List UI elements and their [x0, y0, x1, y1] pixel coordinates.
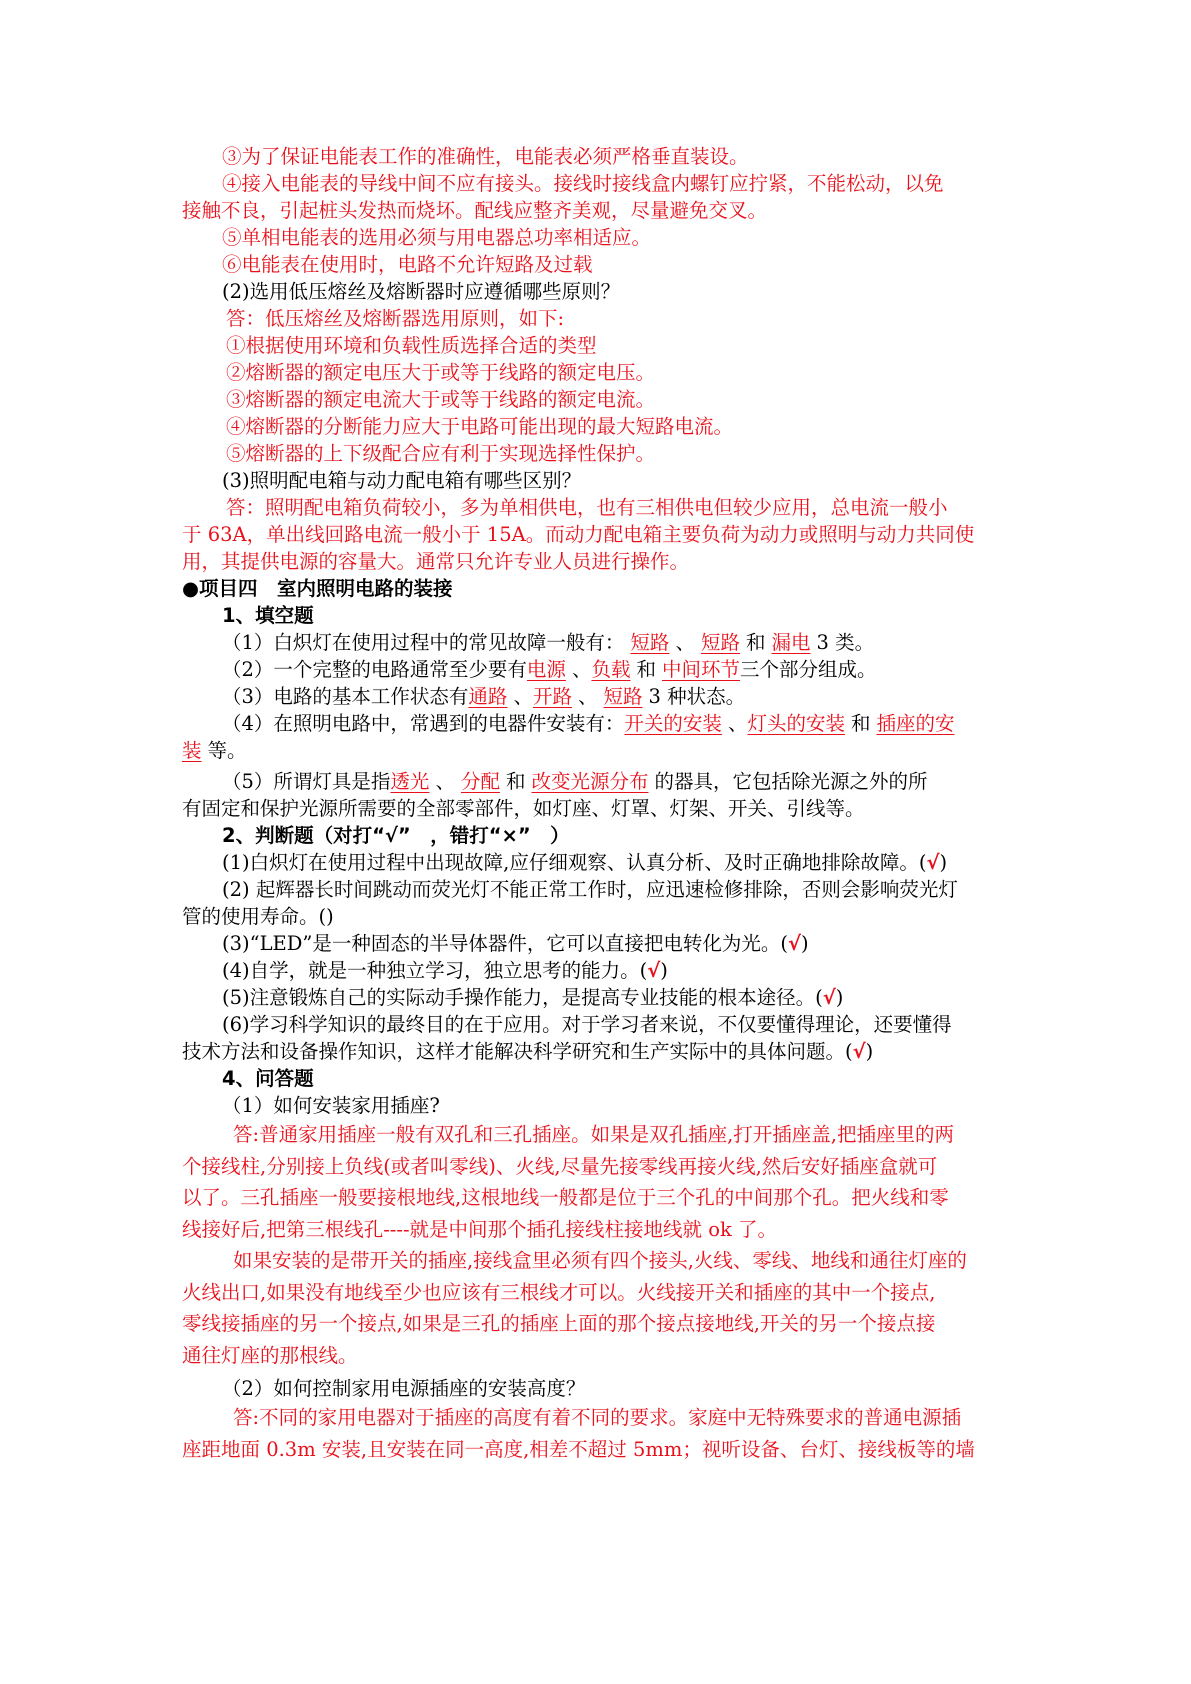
- fill-text: （2）一个完整的电路通常至少要有: [222, 658, 527, 681]
- fill-sep: 、: [727, 712, 748, 735]
- qa-answer-1-line: 以了。三孔插座一般要接根地线,这根地线一般都是位于三个孔的中间那个孔。把火线和零: [182, 1186, 949, 1209]
- fill-answer: 短路: [603, 685, 643, 708]
- qa-answer-1-line: 答:普通家用插座一般有双孔和三孔插座。如果是双孔插座,打开插座盖,把插座里的两: [233, 1123, 954, 1146]
- fill-text: 等。: [207, 739, 247, 762]
- fill-answer: 灯头的安装: [747, 712, 845, 735]
- fill-answer: 漏电: [771, 631, 811, 654]
- fill-answer: 开关的安装: [624, 712, 722, 735]
- fill-answer: 通路: [468, 685, 508, 708]
- fill-sep: 和: [850, 712, 871, 735]
- qa-answer-1-line: 火线出口,如果没有地线至少也应该有三根线才可以。火线接开关和插座的其中一个接点,: [182, 1280, 936, 1304]
- check-mark-icon: √: [822, 986, 836, 1009]
- fill-question-3: [182, 683, 1020, 710]
- fill-sep: 、: [435, 770, 455, 793]
- fill-answer: 分配: [460, 770, 500, 793]
- judge-text: (3)“LED”是一种固态的半导体器件，它可以直接把电转化为光。(: [222, 932, 788, 955]
- check-mark-icon: √: [926, 851, 940, 874]
- answer-2-item: ③熔断器的额定电流大于或等于线路的额定电流。: [226, 388, 656, 411]
- judge-close: ): [865, 1040, 874, 1063]
- fill-answer: 短路: [700, 631, 740, 654]
- fill-answer: 透光: [390, 770, 430, 793]
- judge-item-2-cont: 管的使用寿命。(): [182, 905, 334, 928]
- p1-line: ⑥电能表在使用时，电路不允许短路及过载: [222, 253, 593, 276]
- fill-answer: 开路: [532, 685, 572, 708]
- judge-item-1: [182, 849, 1020, 876]
- fill-answer: 负载: [591, 658, 631, 681]
- fill-question-5-cont: 有固定和保护光源所需要的全部零部件，如灯座、灯罩、灯架、开关、引线等。: [182, 797, 865, 820]
- qa-answer-2-line: 答:不同的家用电器对于插座的高度有着不同的要求。家庭中无特殊要求的普通电源插: [233, 1406, 962, 1429]
- p1-line: 接触不良，引起桩头发热而烧坏。配线应整齐美观，尽量避免交叉。: [182, 199, 768, 222]
- answer-2-item: ④熔断器的分断能力应大于电路可能出现的最大短路电流。: [226, 415, 734, 438]
- judge-item-6: (6)学习科学知识的最终目的在于应用。对于学习者来说，不仅要懂得理论，还要懂得: [222, 1013, 952, 1036]
- qa-answer-1-line: 通往灯座的那根线。: [182, 1343, 358, 1367]
- judge-item-2: (2) 起辉器长时间跳动而荧光灯不能正常工作时，应迅速检修排除，否则会影响荧光灯: [222, 878, 958, 901]
- fill-text: 3 种状态。: [648, 685, 746, 708]
- fill-answer: 中间环节: [661, 658, 740, 681]
- answer-2-item: ⑤熔断器的上下级配合应有利于实现选择性保护。: [226, 442, 656, 465]
- answer-2-intro: 答：低压熔丝及熔断器选用原则，如下:: [226, 307, 565, 330]
- fill-question-5: [182, 768, 1020, 795]
- section-title-judge: 2、判断题（对打“√” ，错打“×” ）: [222, 824, 570, 847]
- question-3: (3)照明配电箱与动力配电箱有哪些区别？: [222, 469, 582, 492]
- judge-close: ): [939, 851, 948, 874]
- fill-sep: 、: [675, 631, 695, 654]
- qa-answer-1-line: 零线接插座的另一个接点,如果是三孔的插座上面的那个接点接地线,开关的另一个接点接: [182, 1312, 936, 1335]
- fill-text: （1）白炽灯在使用过程中的常见故障一般有：: [222, 631, 625, 654]
- judge-close: ): [801, 932, 809, 955]
- question-2: (2)选用低压熔丝及熔断器时应遵循哪些原则？: [222, 280, 621, 303]
- qa-answer-1-line: 个接线柱,分别接上负线(或者叫零线)、火线,尽量先接零线再接火线,然后安好插座盒就可: [182, 1154, 938, 1178]
- answer-3-line: 于 63A，单出线回路电流一般小于 15A。而动力配电箱主要负荷为动力或照明与动力共同使: [182, 523, 975, 546]
- judge-text: 技术方法和设备操作知识，这样才能解决科学研究和生产实际中的具体问题。(: [182, 1040, 853, 1063]
- p1-line: ③为了保证电能表工作的准确性，电能表必须严格垂直装设。: [222, 145, 749, 168]
- fill-answer: 装: [182, 739, 202, 762]
- p1-line: ④接入电能表的导线中间不应有接头。接线时接线盒内螺钉应拧紧，不能松动，以免: [222, 172, 944, 195]
- fill-text: （4）在照明电路中，常遇到的电器件安装有：: [222, 712, 625, 735]
- judge-item-3: [182, 930, 1020, 957]
- judge-text: (1)白炽灯在使用过程中出现故障,应仔细观察、认真分析、及时正确地排除故障。(: [222, 851, 927, 874]
- project-title: ●项目四 室内照明电路的装接: [182, 577, 453, 600]
- judge-close: ): [835, 986, 844, 1009]
- judge-close: ): [660, 959, 668, 982]
- judge-text: (4)自学，就是一种独立学习，独立思考的能力。(: [222, 959, 648, 982]
- judge-item-6-cont: [182, 1038, 1020, 1065]
- document-body: [182, 143, 1020, 1465]
- check-mark-icon: √: [852, 1040, 866, 1063]
- fill-text: 3 类。: [816, 631, 875, 654]
- fill-text: 的器具，它包括除光源之外的所: [654, 770, 928, 793]
- check-mark-icon: √: [647, 959, 661, 982]
- fill-text: （3）电路的基本工作状态有: [222, 685, 469, 708]
- fill-answer: 插座的安: [876, 712, 955, 735]
- p1-line: ⑤单相电能表的选用必须与用电器总功率相适应。: [222, 226, 652, 249]
- fill-answer: 短路: [630, 631, 670, 654]
- fill-answer: 改变光源分布: [531, 770, 649, 793]
- fill-answer: 电源: [526, 658, 566, 681]
- answer-3-line: 答：照明配电箱负荷较小，多为单相供电，也有三相供电但较少应用，总电流一般小: [226, 496, 948, 519]
- fill-sep: 和: [745, 631, 766, 654]
- qa-answer-2-line: 座距地面 0.3m 安装,且安装在同一高度,相差不超过 5mm；视听设备、台灯、接线板等的墙: [182, 1437, 975, 1461]
- qa-answer-1-line: 如果安装的是带开关的插座,接线盒里必须有四个接头,火线、零线、地线和通往灯座的: [233, 1249, 967, 1272]
- fill-sep: 、: [577, 685, 598, 708]
- fill-question-2: [182, 656, 1020, 683]
- judge-item-4: [182, 957, 1020, 984]
- qa-answer-1-line: 线接好后,把第三根线孔----就是中间那个插孔接线柱接地线就 ok 了。: [182, 1217, 778, 1241]
- fill-sep: 、: [513, 685, 533, 708]
- check-mark-icon: √: [788, 932, 802, 955]
- judge-text: (5)注意锻炼自己的实际动手操作能力，是提高专业技能的根本途径。(: [222, 986, 823, 1009]
- fill-question-1: [182, 629, 1020, 656]
- answer-2-item: ②熔断器的额定电压大于或等于线路的额定电压。: [226, 361, 656, 384]
- fill-text: 三个部分组成。: [740, 658, 877, 681]
- answer-3-line: 用，其提供电源的容量大。通常只允许专业人员进行操作。: [182, 550, 690, 573]
- qa-question-1: （1）如何安装家用插座?: [222, 1094, 440, 1117]
- fill-sep: 和: [505, 770, 526, 793]
- section-title-fill: 1、填空题: [222, 604, 314, 627]
- fill-sep: 和: [636, 658, 656, 681]
- qa-question-2: （2）如何控制家用电源插座的安装高度？: [222, 1377, 586, 1400]
- section-title-qa: 4、问答题: [222, 1067, 314, 1090]
- fill-question-4-cont: [182, 737, 1020, 764]
- fill-text: （5）所谓灯具是指: [222, 770, 391, 793]
- fill-sep: 、: [571, 658, 592, 681]
- answer-2-item: ①根据使用环境和负载性质选择合适的类型: [226, 334, 597, 357]
- fill-question-4: [182, 710, 1020, 737]
- judge-item-5: [182, 984, 1020, 1011]
